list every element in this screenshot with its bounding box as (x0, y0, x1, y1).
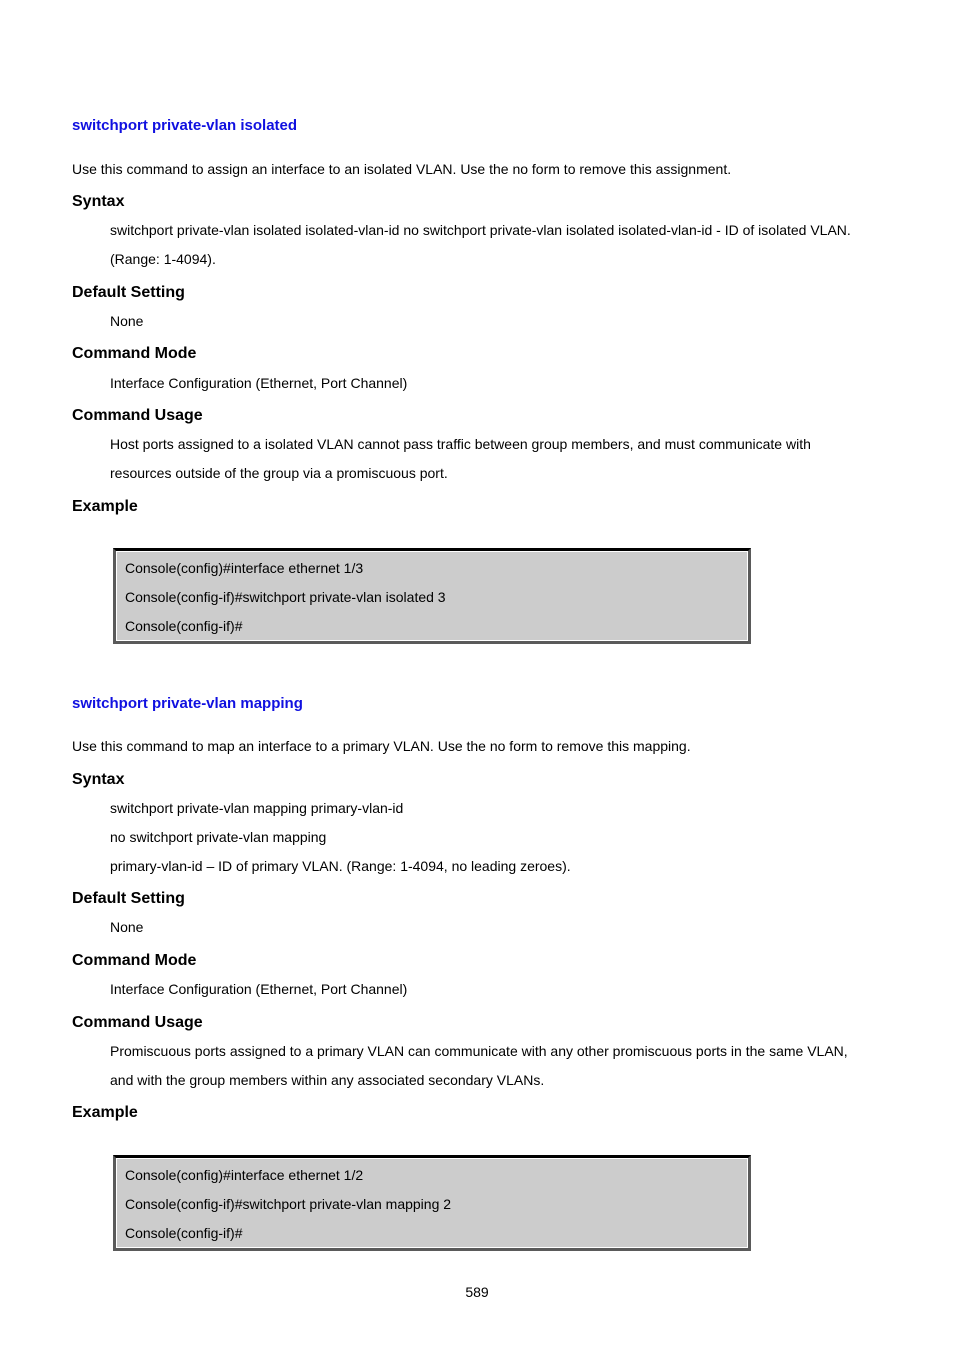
code-line: Console(config-if)#switchport private-vlan mapping 2 (125, 1196, 452, 1212)
syntax-line: primary-vlan-id – ID of primary VLAN. (Range: 1-4094, no leading zeroes). (110, 858, 571, 874)
default-setting-heading: Default Setting (72, 890, 185, 907)
section-title-mapping: switchport private-vlan mapping (72, 695, 303, 712)
section-description: Use this command to map an interface to a primary VLAN. Use the no form to remove this mapping. (72, 738, 691, 754)
default-setting-value: None (110, 919, 144, 935)
syntax-line: switchport private-vlan mapping primary-vlan-id (110, 800, 404, 816)
syntax-line: (Range: 1-4094). (110, 251, 216, 267)
page-number: 589 (465, 1284, 489, 1300)
command-mode-heading: Command Mode (72, 345, 197, 362)
code-line: Console(config)#interface ethernet 1/2 (125, 1167, 364, 1183)
syntax-line: no switchport private-vlan mapping (110, 829, 327, 845)
command-usage-line: and with the group members within any associated secondary VLANs. (110, 1072, 545, 1088)
code-line: Console(config)#interface ethernet 1/3 (125, 560, 364, 576)
command-usage-line: Host ports assigned to a isolated VLAN cannot pass traffic between group members, and must communicate with (110, 436, 811, 452)
code-line: Console(config-if)#switchport private-vlan isolated 3 (125, 589, 446, 605)
code-line: Console(config-if)# (125, 1225, 243, 1241)
example-heading: Example (72, 1104, 138, 1121)
section-title-isolated: switchport private-vlan isolated (72, 117, 298, 134)
default-setting-heading: Default Setting (72, 284, 185, 301)
section-description: Use this command to assign an interface to an isolated VLAN. Use the no form to remove this assignment. (72, 161, 732, 177)
command-mode-value: Interface Configuration (Ethernet, Port Channel) (110, 375, 408, 391)
example-heading: Example (72, 498, 138, 515)
command-usage-heading: Command Usage (72, 407, 203, 424)
command-mode-heading: Command Mode (72, 952, 197, 969)
syntax-heading: Syntax (72, 771, 125, 788)
example-code-block (113, 548, 751, 644)
command-usage-heading: Command Usage (72, 1014, 203, 1031)
command-usage-line: resources outside of the group via a promiscuous port. (110, 465, 448, 481)
syntax-heading: Syntax (72, 193, 125, 210)
example-code-block (113, 1155, 751, 1251)
command-mode-value: Interface Configuration (Ethernet, Port Channel) (110, 981, 408, 997)
code-line: Console(config-if)# (125, 618, 243, 634)
syntax-line: switchport private-vlan isolated isolated-vlan-id no switchport private-vlan isolated isolated-vlan-id - ID of isolated VLAN. (110, 222, 851, 238)
default-setting-value: None (110, 313, 144, 329)
command-usage-line: Promiscuous ports assigned to a primary VLAN can communicate with any other promiscuous ports in the same VLAN, (110, 1043, 848, 1059)
